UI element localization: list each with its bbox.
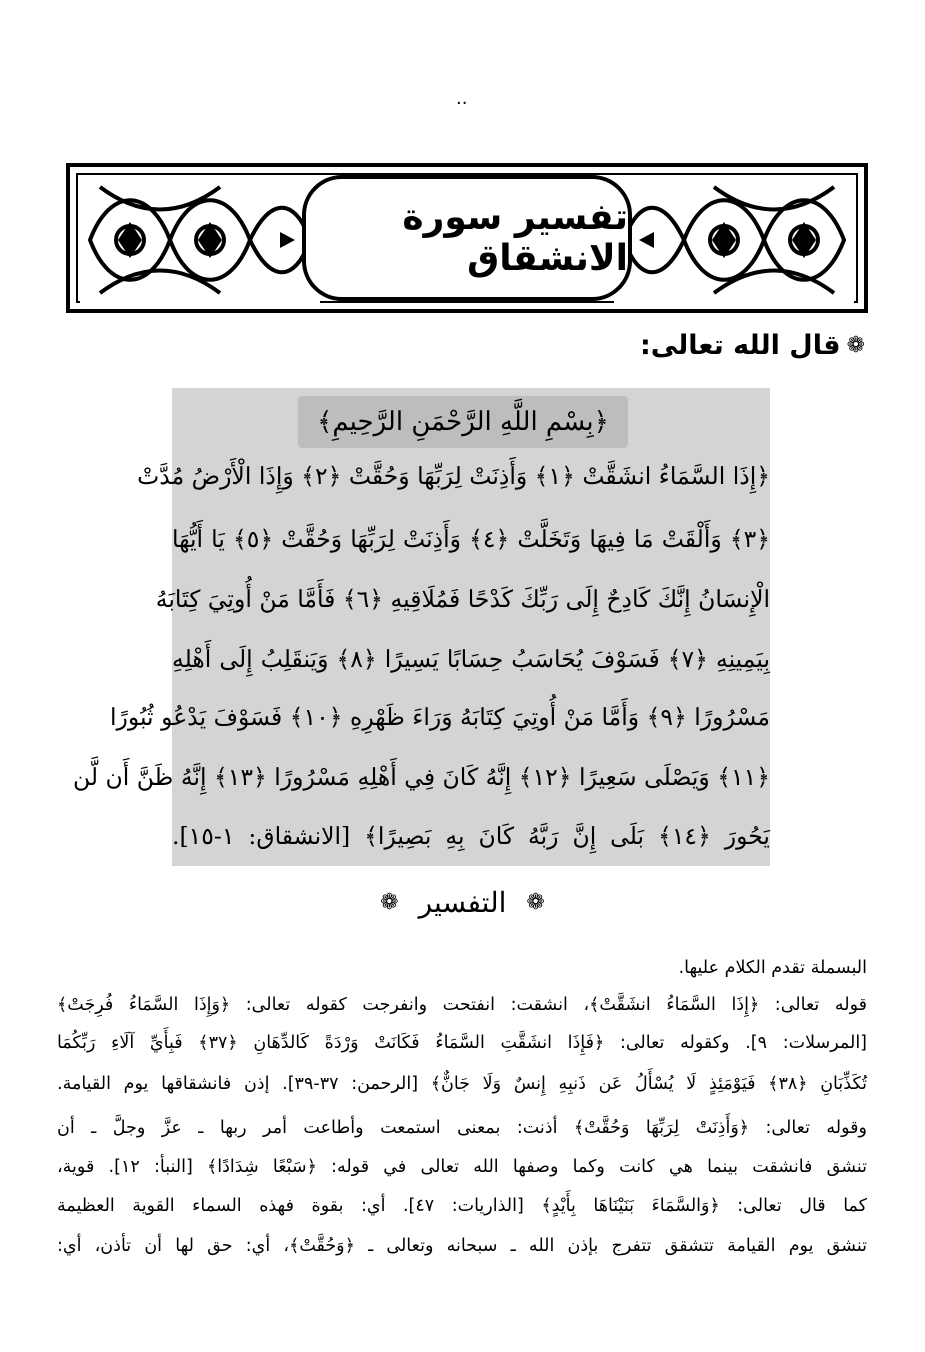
body-text-line: تنشق فانشقت بينما هي كانت وكما وصفها الله تعالى في قوله: ﴿سَبْعًا شِدَادًا﴾ [النبأ: ١٢]. قوية، — [57, 1157, 868, 1177]
left-ornament-icon — [80, 177, 320, 303]
page-title: تفسير سورة الانشقاق — [402, 197, 628, 279]
quran-line: يَحُورَ ﴿١٤﴾ بَلَى إِنَّ رَبَّهُ كَانَ بِهِ بَصِيرًا﴾ [الانشقاق: ١-١٥]. — [172, 822, 770, 850]
tafsir-heading-text: التفسير — [418, 886, 507, 919]
body-text-line: تُكَذِّبَانِ ﴿٣٨﴾ فَيَوْمَئِذٍ لَا يُسْأَلُ عَن ذَنبِهِ إِنسٌ وَلَا جَانٌّ﴾ [الرحمن: ٣٧-٣٩]. إذن فانشقاقها يوم القيامة. — [57, 1074, 867, 1094]
section-heading-text: قال الله تعالى: — [639, 330, 841, 361]
quran-line: مَسْرُورًا ﴿٩﴾ وَأَمَّا مَنْ أُوتِيَ كِتَابَهُ وَرَاءَ ظَهْرِهِ ﴿١٠﴾ فَسَوْفَ يَدْعُو ثُبُورًا — [109, 703, 770, 731]
body-text-line: تنشق يوم القيامة تتشقق تتفرج بإذن الله ـ سبحانه وتعالى ـ ﴿وَحُقَّتْ﴾، أي: حق لها أن تأذن، أي: — [57, 1236, 867, 1256]
body-text-line: كما قال تعالى: ﴿وَالسَّمَاءَ بَنَيْنَاهَا بِأَيْدٍ﴾ [الذاريات: ٤٧]. أي: بقوة فهذه السماء القوية العظيمة — [57, 1196, 867, 1216]
body-text-line: وقوله تعالى: ﴿وَأَذِنَتْ لِرَبِّهَا وَحُقَّتْ﴾ أذنت: بمعنى استمعت وأطاعت أمر ربها ـ عزَّ وجلَّ ـ أن — [57, 1118, 867, 1138]
quran-line: بِيَمِينِهِ ﴿٧﴾ فَسَوْفَ يُحَاسَبُ حِسَابًا يَسِيرًا ﴿٨﴾ وَيَنقَلِبُ إِلَى أَهْلِهِ — [172, 645, 770, 673]
page-mark: .. — [456, 88, 468, 109]
title-banner — [66, 163, 868, 313]
body-text-line: البسملة تقدم الكلام عليها. — [678, 958, 867, 978]
quran-line: ﴿إِذَا السَّمَاءُ انشَقَّتْ ﴿١﴾ وَأَذِنَتْ لِرَبِّهَا وَحُقَّتْ ﴿٢﴾ وَإِذَا الْأَرْضُ مُدَّتْ — [137, 462, 770, 490]
quran-passage-box — [73, 388, 770, 866]
title-box — [302, 175, 632, 301]
quran-line: ﴿٣﴾ وَأَلْقَتْ مَا فِيهَا وَتَخَلَّتْ ﴿٤﴾ وَأَذِنَتْ لِرَبِّهَا وَحُقَّتْ ﴿٥﴾ يَا أَيُّهَا — [172, 525, 770, 553]
body-text-line: قوله تعالى: ﴿إِذَا السَّمَاءُ انشَقَّتْ﴾، انشقت: انفتحت وانفرجت كقوله تعالى: ﴿وَإِذَا السَّمَاءُ فُرِجَتْ﴾ — [57, 995, 867, 1015]
body-text-line: [المرسلات: ٩]. وكقوله تعالى: ﴿فَإِذَا انشَقَّتِ السَّمَاءُ فَكَانَتْ وَرْدَةً كَالدِّهَانِ ﴿٣٧﴾ فَبِأَيِّ آلَاءِ رَبِّكُمَا — [57, 1033, 868, 1053]
quran-line: ﴿١١﴾ وَيَصْلَى سَعِيرًا ﴿١٢﴾ إِنَّهُ كَانَ فِي أَهْلِهِ مَسْرُورًا ﴿١٣﴾ إِنَّهُ ظَنَّ أَن لَّن — [73, 763, 770, 791]
quran-line: الْإِنسَانُ إِنَّكَ كَادِحٌ إِلَى رَبِّكَ كَدْحًا فَمُلَاقِيهِ ﴿٦﴾ فَأَمَّا مَنْ أُوتِيَ كِتَابَهُ — [155, 585, 770, 613]
section-heading — [640, 330, 865, 361]
right-ornament-icon — [614, 177, 854, 303]
tafsir-heading — [0, 886, 925, 919]
flower-ornament-icon: ❁ — [526, 889, 545, 915]
flower-ornament-icon: ❁ — [380, 889, 399, 915]
basmala: ﴿بِسْمِ اللَّهِ الرَّحْمَنِ الرَّحِيمِ﴾ — [298, 396, 628, 448]
flower-ornament-icon: ❁ — [846, 332, 865, 358]
